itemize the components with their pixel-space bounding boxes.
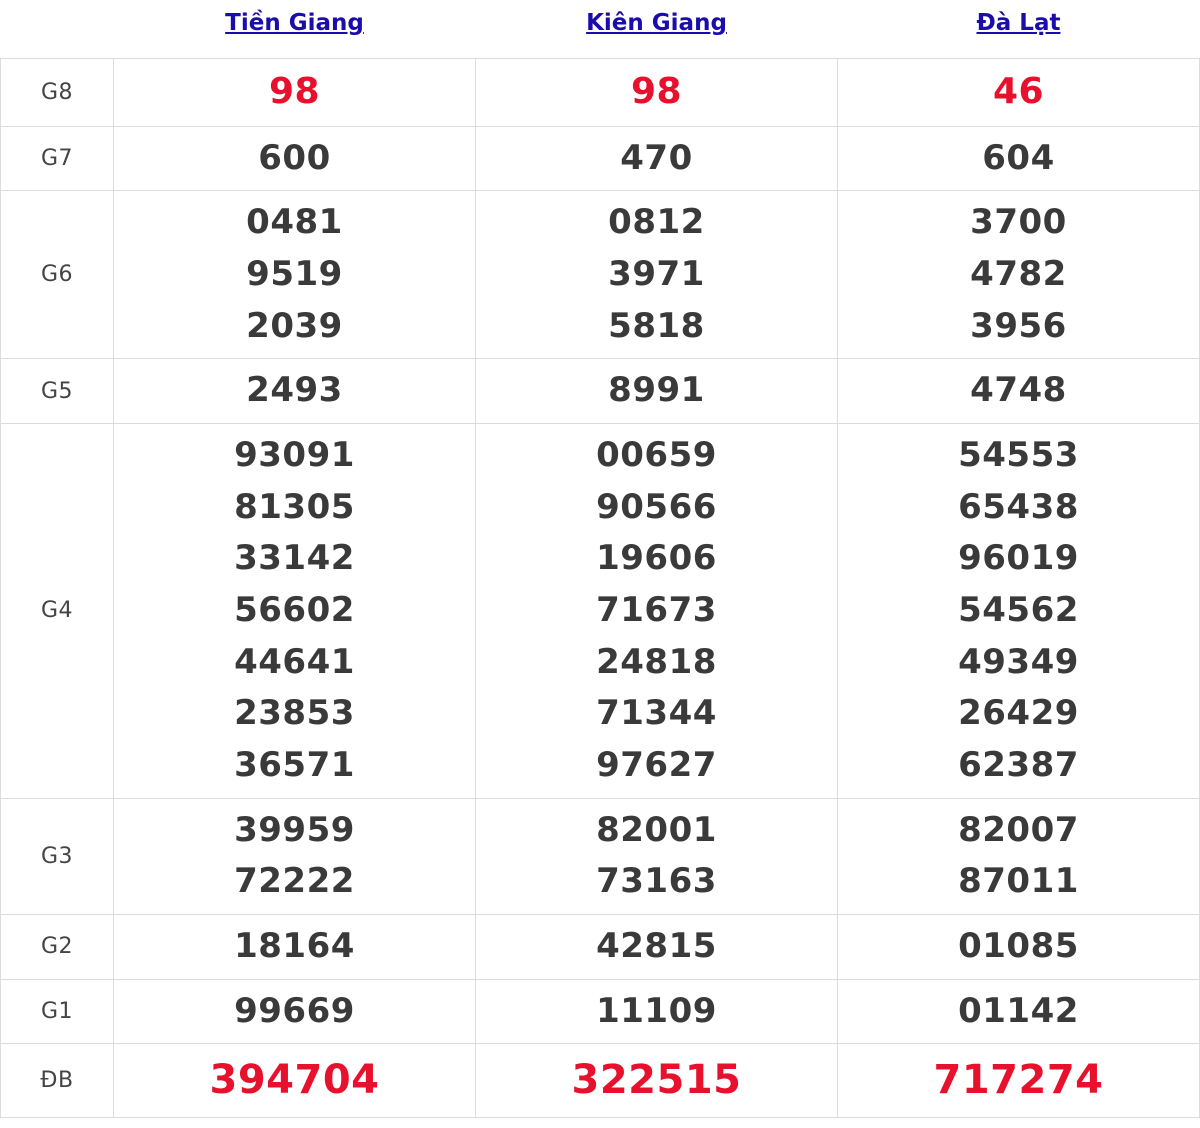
prize-number: 44641 (234, 641, 355, 682)
prize-number: 2493 (246, 370, 343, 411)
prize-number: 4748 (970, 370, 1067, 411)
prize-number: 5818 (608, 305, 705, 346)
prize-label: G5 (1, 359, 114, 424)
prize-numbers-cell (476, 424, 838, 799)
table-row (1, 59, 1200, 127)
table-row (1, 915, 1200, 980)
prize-number: 4782 (970, 254, 1067, 295)
prize-numbers-cell (838, 798, 1200, 914)
prize-number: 01142 (958, 990, 1079, 1031)
prize-number: 0812 (608, 202, 705, 243)
province-link-da-lat[interactable]: Đà Lạt (976, 10, 1061, 36)
prize-numbers-cell (114, 1044, 476, 1118)
prize-number: 56602 (234, 590, 355, 631)
prize-number: 36571 (234, 745, 355, 786)
prize-number: 2039 (246, 305, 343, 346)
prize-number: 82001 (596, 809, 717, 850)
prize-number: 23853 (234, 693, 355, 734)
prize-label-header (1, 0, 114, 59)
prize-number: 42815 (596, 926, 717, 967)
table-row (1, 359, 1200, 424)
prize-numbers-cell (114, 979, 476, 1044)
prize-label: G2 (1, 915, 114, 980)
prize-numbers-cell (114, 59, 476, 127)
prize-number: 0481 (246, 202, 343, 243)
prize-number: 65438 (958, 486, 1079, 527)
prize-numbers-cell (476, 1044, 838, 1118)
table-row (1, 424, 1200, 799)
prize-numbers-cell (838, 979, 1200, 1044)
prize-number: 00659 (596, 435, 717, 476)
prize-numbers-cell (476, 191, 838, 359)
province-header-kien-giang (476, 0, 838, 59)
prize-number: 11109 (596, 990, 717, 1031)
table-body (1, 59, 1200, 1118)
prize-number: 62387 (958, 745, 1079, 786)
prize-label: G6 (1, 191, 114, 359)
prize-number: 600 (258, 137, 331, 178)
prize-number: 604 (982, 137, 1055, 178)
prize-number: 93091 (234, 435, 355, 476)
prize-numbers-cell (114, 915, 476, 980)
prize-number: 73163 (596, 861, 717, 902)
prize-numbers-cell (838, 191, 1200, 359)
prize-numbers-cell (476, 126, 838, 191)
prize-label: G8 (1, 59, 114, 127)
prize-numbers-cell (476, 359, 838, 424)
table-row (1, 126, 1200, 191)
prize-number: 87011 (958, 861, 1079, 902)
prize-number: 717274 (933, 1057, 1104, 1104)
prize-numbers-cell (838, 424, 1200, 799)
prize-numbers-cell (476, 59, 838, 127)
prize-number: 96019 (958, 538, 1079, 579)
prize-numbers-cell (838, 1044, 1200, 1118)
prize-number: 3956 (970, 305, 1067, 346)
prize-number: 394704 (209, 1057, 380, 1104)
prize-number: 54562 (958, 590, 1079, 631)
prize-number: 81305 (234, 486, 355, 527)
prize-number: 54553 (958, 435, 1079, 476)
prize-number: 49349 (958, 641, 1079, 682)
table-row (1, 191, 1200, 359)
province-link-tien-giang[interactable]: Tiền Giang (225, 10, 364, 36)
table-row (1, 798, 1200, 914)
prize-number: 71673 (596, 590, 717, 631)
prize-number: 99669 (234, 990, 355, 1031)
prize-numbers-cell (114, 359, 476, 424)
prize-number: 3700 (970, 202, 1067, 243)
prize-number: 98 (268, 71, 321, 112)
header-row (1, 0, 1200, 59)
prize-number: 19606 (596, 538, 717, 579)
prize-numbers-cell (838, 126, 1200, 191)
prize-number: 90566 (596, 486, 717, 527)
province-header-tien-giang (114, 0, 476, 59)
prize-numbers-cell (476, 798, 838, 914)
prize-number: 33142 (234, 538, 355, 579)
prize-numbers-cell (114, 126, 476, 191)
prize-number: 9519 (246, 254, 343, 295)
prize-numbers-cell (838, 915, 1200, 980)
province-link-kien-giang[interactable]: Kiên Giang (586, 10, 727, 36)
prize-number: 72222 (234, 861, 355, 902)
prize-label: ĐB (1, 1044, 114, 1118)
prize-number: 470 (620, 137, 693, 178)
prize-label: G4 (1, 424, 114, 799)
prize-number: 322515 (571, 1057, 742, 1104)
prize-number: 26429 (958, 693, 1079, 734)
table-row (1, 1044, 1200, 1118)
table-row (1, 979, 1200, 1044)
prize-label: G3 (1, 798, 114, 914)
prize-numbers-cell (838, 59, 1200, 127)
prize-number: 3971 (608, 254, 705, 295)
prize-numbers-cell (476, 979, 838, 1044)
prize-numbers-cell (114, 191, 476, 359)
prize-number: 98 (630, 71, 683, 112)
prize-number: 82007 (958, 809, 1079, 850)
prize-number: 71344 (596, 693, 717, 734)
prize-number: 24818 (596, 641, 717, 682)
prize-number: 46 (992, 71, 1045, 112)
prize-number: 97627 (596, 745, 717, 786)
prize-number: 39959 (234, 809, 355, 850)
prize-number: 01085 (958, 926, 1079, 967)
prize-numbers-cell (114, 798, 476, 914)
prize-numbers-cell (476, 915, 838, 980)
table-header (1, 0, 1200, 59)
prize-label: G1 (1, 979, 114, 1044)
prize-numbers-cell (114, 424, 476, 799)
province-header-da-lat (838, 0, 1200, 59)
prize-numbers-cell (838, 359, 1200, 424)
prize-label: G7 (1, 126, 114, 191)
prize-number: 18164 (234, 926, 355, 967)
prize-number: 8991 (608, 370, 705, 411)
